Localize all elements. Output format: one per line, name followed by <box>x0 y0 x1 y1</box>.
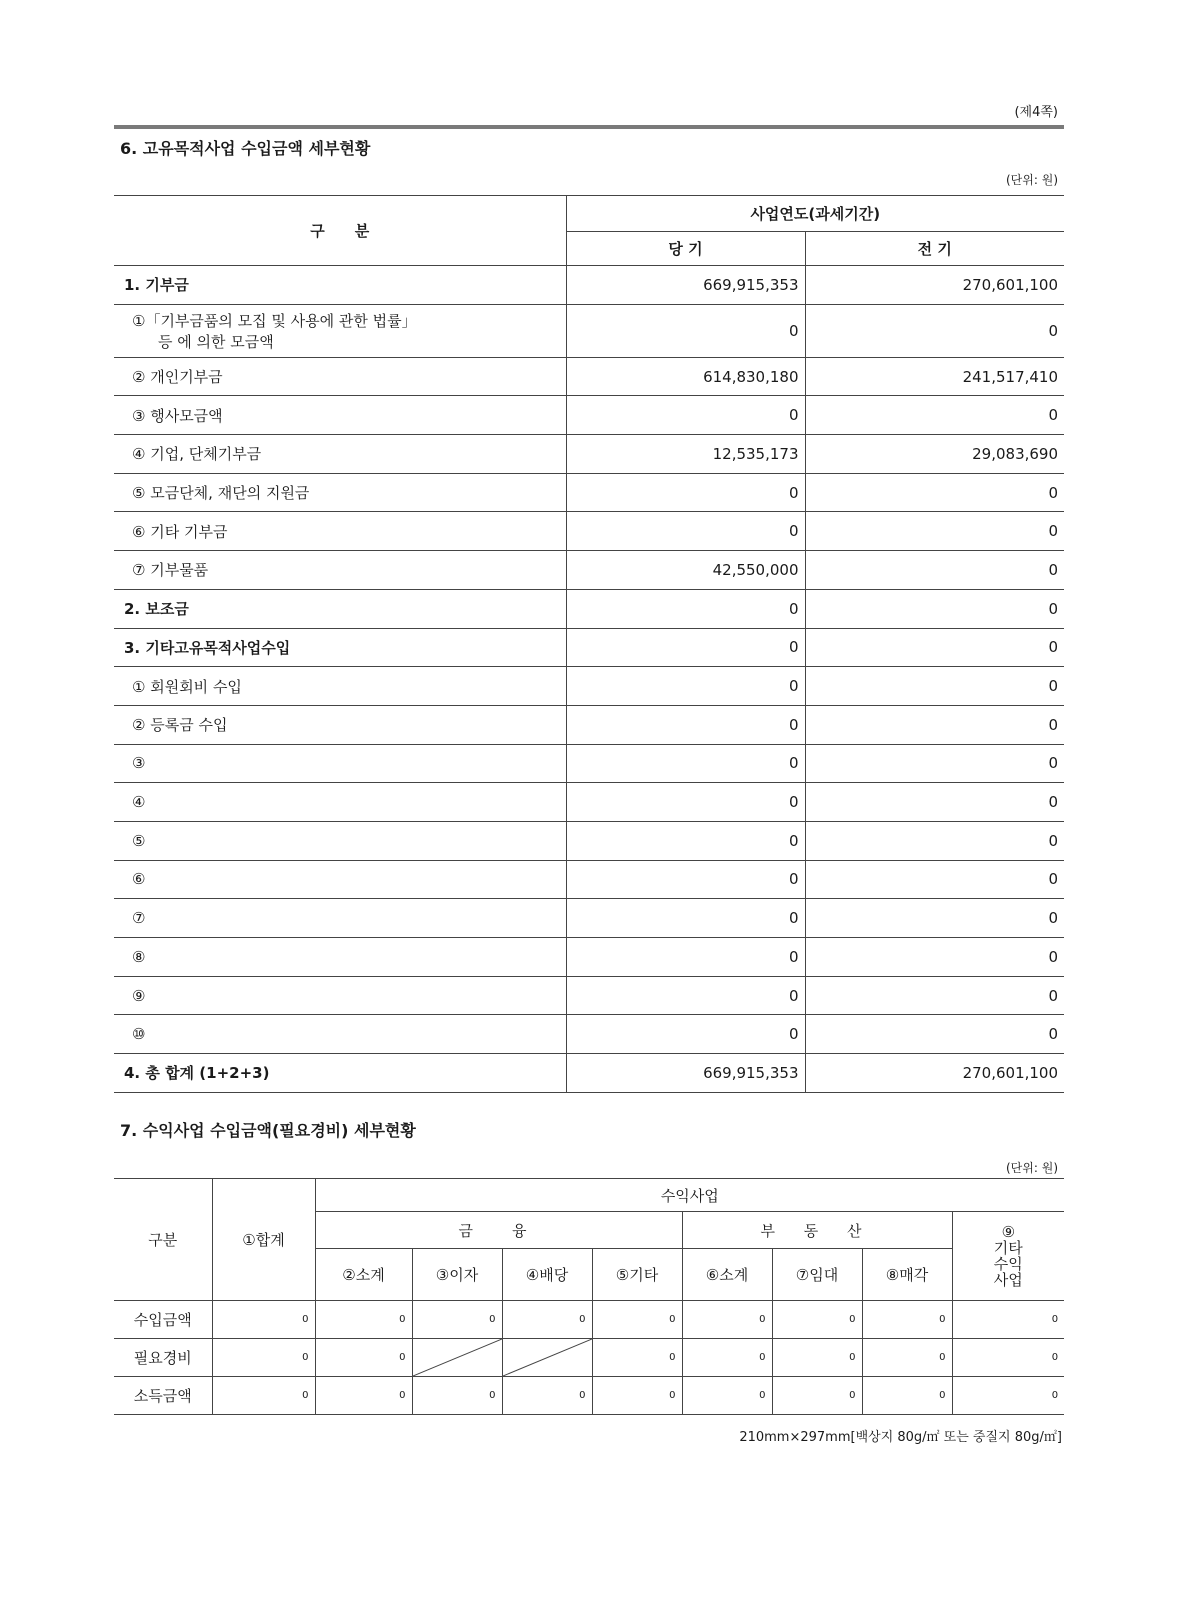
cell-value: 0 <box>952 1339 1064 1377</box>
section6-unit: (단위: 원) <box>1006 173 1058 187</box>
row-label: ⑦ 기부물품 <box>114 551 566 590</box>
cell-value: 0 <box>502 1301 592 1339</box>
table-row <box>114 783 1064 822</box>
previous-value: 0 <box>805 744 1064 783</box>
current-value: 0 <box>566 589 805 628</box>
header-current: 당 기 <box>566 232 805 266</box>
cell-value: 0 <box>592 1377 682 1415</box>
cell-value: 0 <box>952 1377 1064 1415</box>
row-label: ⑩ <box>114 1015 566 1054</box>
cell-value: 0 <box>212 1301 315 1339</box>
table-row <box>114 1339 1064 1377</box>
row-label: 3. 기타고유목적사업수입 <box>114 628 566 667</box>
table-row <box>114 512 1064 551</box>
header-col: ④배당 <box>502 1249 592 1301</box>
table-row <box>114 1377 1064 1415</box>
cell-value: 0 <box>502 1377 592 1415</box>
cell-value: 0 <box>212 1339 315 1377</box>
cell-value: 0 <box>682 1301 772 1339</box>
row-label: ④ 기업, 단체기부금 <box>114 435 566 474</box>
table-row <box>114 589 1064 628</box>
current-value: 0 <box>566 396 805 435</box>
table-row <box>114 705 1064 744</box>
header-other-line1: ⑨ <box>1001 1223 1016 1241</box>
header-period: 사업연도(과세기간) <box>566 196 1064 232</box>
section7-table <box>114 1178 1064 1415</box>
cell-value: 0 <box>682 1339 772 1377</box>
section7-title: 7. 수익사업 수입금액(필요경비) 세부현황 <box>120 1121 416 1140</box>
page-number: (제4쪽) <box>1014 105 1058 120</box>
previous-value: 0 <box>805 860 1064 899</box>
cell-value: 0 <box>412 1301 502 1339</box>
header-finance: 금 융 <box>315 1212 682 1249</box>
previous-value: 0 <box>805 938 1064 977</box>
row-label: ⑤ 모금단체, 재단의 지원금 <box>114 473 566 512</box>
current-value: 614,830,180 <box>566 357 805 396</box>
row-label <box>114 304 566 357</box>
previous-value: 241,517,410 <box>805 357 1064 396</box>
table-row <box>114 473 1064 512</box>
row-label: 수입금액 <box>114 1301 212 1339</box>
previous-value: 0 <box>805 667 1064 706</box>
crossed-out-cell <box>502 1339 592 1377</box>
previous-value: 270,601,100 <box>805 1054 1064 1093</box>
current-value: 0 <box>566 628 805 667</box>
previous-value: 0 <box>805 1015 1064 1054</box>
header-category: 구 분 <box>114 196 566 266</box>
header-other-line3: 수익 <box>993 1255 1023 1273</box>
row-label: 2. 보조금 <box>114 589 566 628</box>
table-row <box>114 821 1064 860</box>
header-col: ②소계 <box>315 1249 412 1301</box>
current-value: 42,550,000 <box>566 551 805 590</box>
current-value: 0 <box>566 744 805 783</box>
current-value: 0 <box>566 938 805 977</box>
current-value: 0 <box>566 667 805 706</box>
table-row <box>114 860 1064 899</box>
header-col: ⑧매각 <box>862 1249 952 1301</box>
table-row <box>114 667 1064 706</box>
previous-value: 29,083,690 <box>805 435 1064 474</box>
table-row <box>114 1301 1064 1339</box>
cell-value: 0 <box>315 1377 412 1415</box>
previous-value: 0 <box>805 899 1064 938</box>
row-label: ② 개인기부금 <box>114 357 566 396</box>
current-value: 0 <box>566 1015 805 1054</box>
cell-value: 0 <box>212 1377 315 1415</box>
row-label: ⑤ <box>114 821 566 860</box>
previous-value: 0 <box>805 821 1064 860</box>
table-row <box>114 976 1064 1015</box>
previous-value: 0 <box>805 705 1064 744</box>
header-other-business <box>952 1212 1064 1301</box>
header-other-line4: 사업 <box>993 1271 1023 1289</box>
row-label: ⑦ <box>114 899 566 938</box>
table-row <box>114 899 1064 938</box>
header-other-line2: 기타 <box>993 1239 1023 1257</box>
section6-table <box>114 195 1064 1093</box>
cell-value: 0 <box>315 1339 412 1377</box>
row-label: ⑥ 기타 기부금 <box>114 512 566 551</box>
cell-value: 0 <box>772 1377 862 1415</box>
diagonal-line <box>503 1339 592 1376</box>
table-row <box>114 938 1064 977</box>
header-category: 구분 <box>114 1179 212 1301</box>
cell-value: 0 <box>682 1377 772 1415</box>
previous-value: 0 <box>805 551 1064 590</box>
header-real-estate: 부 동 산 <box>682 1212 952 1249</box>
current-value: 0 <box>566 976 805 1015</box>
header-col: ⑥소계 <box>682 1249 772 1301</box>
table-row <box>114 357 1064 396</box>
current-value: 12,535,173 <box>566 435 805 474</box>
header-col: ⑤기타 <box>592 1249 682 1301</box>
table-row <box>114 435 1064 474</box>
previous-value: 0 <box>805 304 1064 357</box>
previous-value: 0 <box>805 473 1064 512</box>
cell-value: 0 <box>592 1339 682 1377</box>
table-row <box>114 1015 1064 1054</box>
previous-value: 0 <box>805 512 1064 551</box>
paper-spec-footer: 210mm×297mm[백상지 80g/㎡ 또는 중질지 80g/㎡] <box>739 1430 1062 1445</box>
current-value: 669,915,353 <box>566 1054 805 1093</box>
row-label: ⑥ <box>114 860 566 899</box>
previous-value: 270,601,100 <box>805 266 1064 305</box>
cell-value: 0 <box>862 1339 952 1377</box>
row-label: ④ <box>114 783 566 822</box>
table-row <box>114 304 1064 357</box>
previous-value: 0 <box>805 783 1064 822</box>
current-value: 0 <box>566 705 805 744</box>
cell-value: 0 <box>862 1377 952 1415</box>
cell-value: 0 <box>412 1377 502 1415</box>
section7-unit: (단위: 원) <box>1006 1161 1058 1175</box>
current-value: 0 <box>566 860 805 899</box>
current-value: 0 <box>566 899 805 938</box>
cell-value: 0 <box>952 1301 1064 1339</box>
current-value: 0 <box>566 512 805 551</box>
previous-value: 0 <box>805 976 1064 1015</box>
row-label: ⑧ <box>114 938 566 977</box>
top-rule <box>114 125 1064 129</box>
table-row <box>114 628 1064 667</box>
row-label: ① 회원회비 수입 <box>114 667 566 706</box>
previous-value: 0 <box>805 589 1064 628</box>
table-row <box>114 551 1064 590</box>
row-label: ② 등록금 수입 <box>114 705 566 744</box>
row-label: 4. 총 합계 (1+2+3) <box>114 1054 566 1093</box>
current-value: 0 <box>566 821 805 860</box>
current-value: 0 <box>566 783 805 822</box>
header-business: 수익사업 <box>315 1179 1064 1212</box>
row-label-line2: 등 에 의한 모금액 <box>158 332 274 351</box>
header-previous: 전 기 <box>805 232 1064 266</box>
row-label: ③ 행사모금액 <box>114 396 566 435</box>
current-value: 0 <box>566 473 805 512</box>
row-label-line1: ①「기부금품의 모집 및 사용에 관한 법률」 <box>132 311 417 330</box>
header-col: ⑦임대 <box>772 1249 862 1301</box>
cell-value: 0 <box>592 1301 682 1339</box>
table-row <box>114 266 1064 305</box>
cell-value: 0 <box>772 1339 862 1377</box>
cell-value: 0 <box>315 1301 412 1339</box>
cell-value: 0 <box>772 1301 862 1339</box>
current-value: 669,915,353 <box>566 266 805 305</box>
current-value: 0 <box>566 304 805 357</box>
previous-value: 0 <box>805 628 1064 667</box>
previous-value: 0 <box>805 396 1064 435</box>
diagonal-line <box>413 1339 502 1376</box>
header-total: ①합계 <box>212 1179 315 1301</box>
row-label: 필요경비 <box>114 1339 212 1377</box>
row-label: ③ <box>114 744 566 783</box>
table-row-total <box>114 1054 1064 1093</box>
row-label: 소득금액 <box>114 1377 212 1415</box>
row-label: 1. 기부금 <box>114 266 566 305</box>
table-row <box>114 396 1064 435</box>
cell-value: 0 <box>862 1301 952 1339</box>
row-label: ⑨ <box>114 976 566 1015</box>
header-col: ③이자 <box>412 1249 502 1301</box>
section6-title: 6. 고유목적사업 수입금액 세부현황 <box>120 139 371 158</box>
table-row <box>114 744 1064 783</box>
crossed-out-cell <box>412 1339 502 1377</box>
